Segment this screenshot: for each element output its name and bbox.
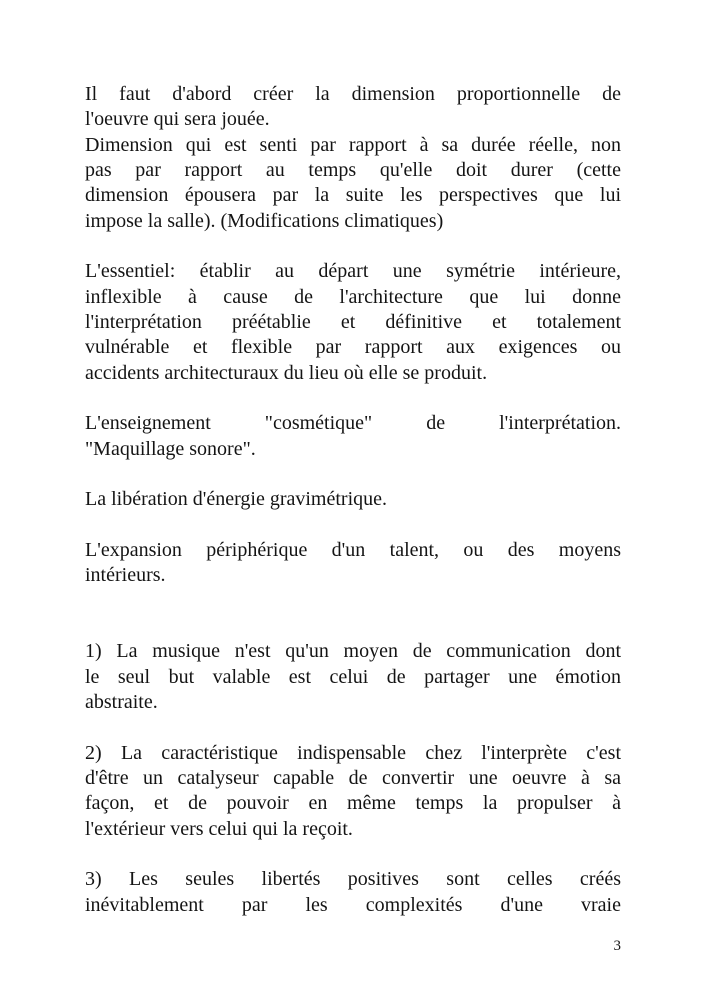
text-line: intérieurs. (85, 564, 166, 587)
text-line: 1) La musique n'est qu'un moyen de communication dont (85, 640, 621, 663)
text-line: façon, et de pouvoir en même temps la propulser à (85, 792, 621, 815)
paragraph (85, 867, 621, 918)
text-line: L'essentiel: établir au départ une symétrie intérieure, (85, 260, 621, 283)
text-line: 3) Les seules libertés positives sont celles créés (85, 868, 621, 891)
text-line: l'extérieur vers celui qui la reçoit. (85, 817, 353, 840)
text-line: l'interprétation préétablie et définitive et totalement (85, 310, 621, 333)
text-line: Dimension qui est senti par rapport à sa durée réelle, non (85, 133, 621, 156)
text-line: vulnérable et flexible par rapport aux exigences ou (85, 336, 621, 359)
paragraph (85, 639, 621, 715)
page-text (85, 82, 621, 918)
page-number: 3 (613, 938, 621, 954)
text-line: d'être un catalyseur capable de convertir une oeuvre à sa (85, 766, 621, 789)
paragraph (85, 487, 621, 512)
text-line: l'oeuvre qui sera jouée. (85, 108, 270, 131)
text-line: le seul but valable est celui de partager une émotion (85, 665, 621, 688)
paragraph (85, 259, 621, 386)
text-line: pas par rapport au temps qu'elle doit durer (cette (85, 158, 621, 181)
text-line: dimension épousera par la suite les perspectives que lui (85, 184, 621, 207)
text-line: impose la salle). (Modifications climatiques) (85, 209, 444, 232)
paragraph (85, 741, 621, 842)
paragraph (85, 538, 621, 589)
text-line: abstraite. (85, 690, 158, 713)
text-line: L'enseignement "cosmétique" de l'interprétation. (85, 412, 621, 435)
text-line: inévitablement par les complexités d'une vraie (85, 893, 621, 916)
paragraph (85, 411, 621, 462)
text-line: L'expansion périphérique d'un talent, ou des moyens (85, 538, 621, 561)
text-line: inflexible à cause de l'architecture que lui donne (85, 285, 621, 308)
text-line: La libération d'énergie gravimétrique. (85, 488, 388, 511)
text-line: Il faut d'abord créer la dimension proportionnelle de (85, 83, 621, 105)
text-line: 2) La caractéristique indispensable chez l'interprète c'est (85, 741, 621, 764)
text-line: "Maquillage sonore". (85, 437, 256, 460)
text-line: accidents architecturaux du lieu où elle se produit. (85, 361, 488, 384)
paragraph (85, 133, 621, 234)
paragraph (85, 82, 621, 133)
